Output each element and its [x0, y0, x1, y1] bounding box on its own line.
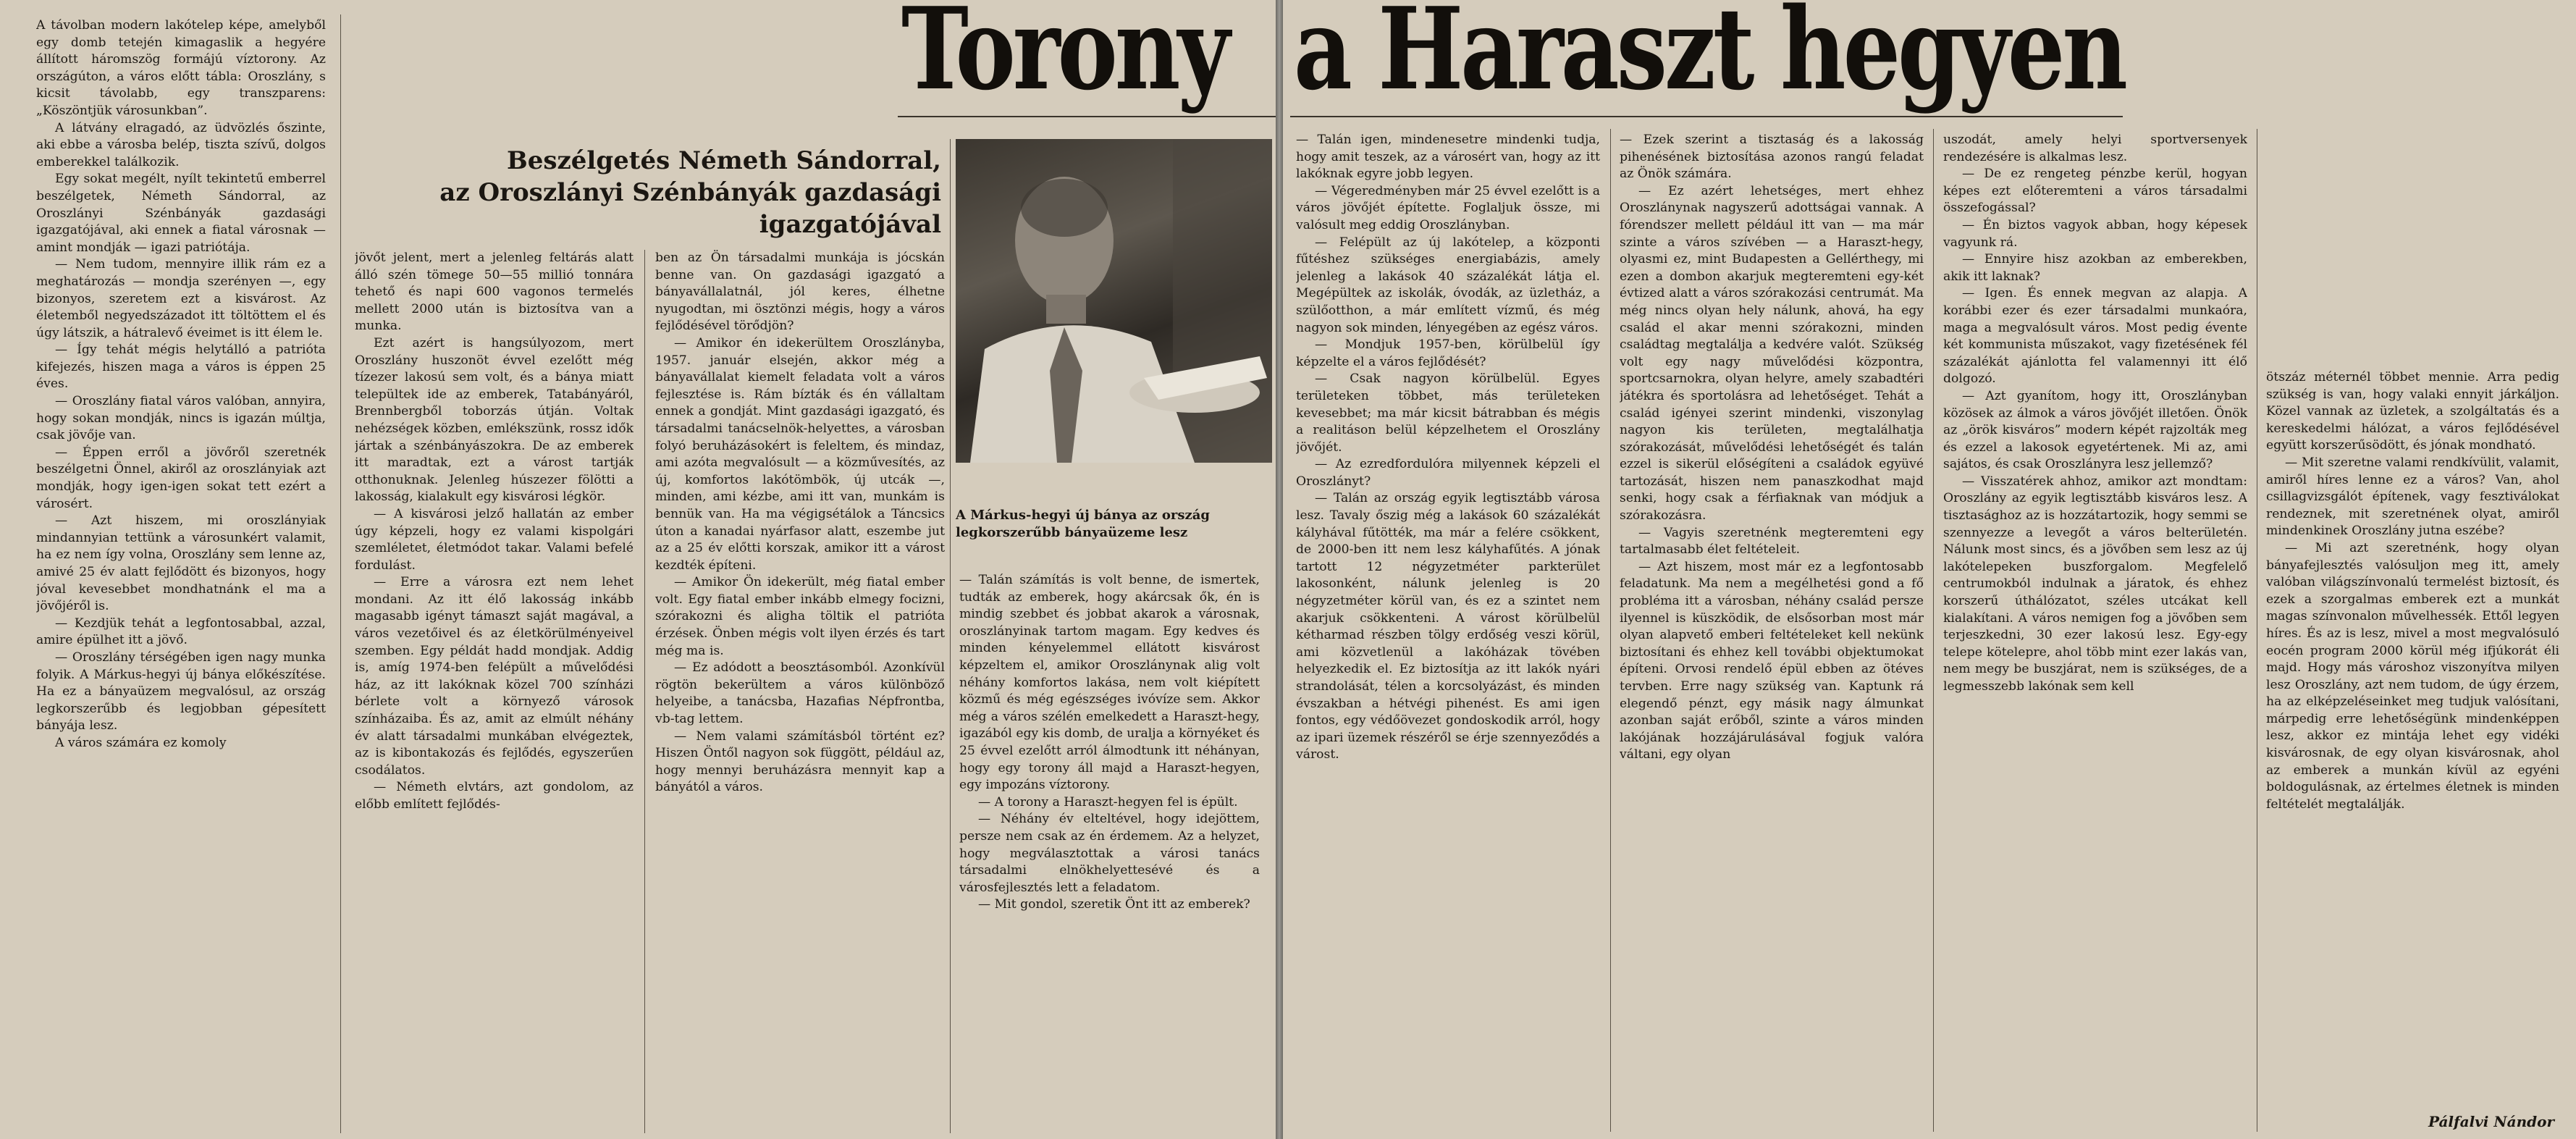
paragraph: — Oroszlány fiatal város valóban, annyira, hogy sokan mondják, nincs is igazán múltja, csak jövője van.: [36, 394, 326, 443]
paragraph: — Amikor Ön idekerült, még fiatal ember volt. Egy fiatal ember inkább elmegy focizni, szórakozni és aligha töltik el patrióta érzések. Önben mégis volt ilyen érzés és tart még ma is.: [655, 575, 945, 658]
article-column-7: [1943, 132, 2247, 1131]
paragraph: — Mondjuk 1957-ben, körülbelül így képzelte el a város fejlődését?: [1296, 337, 1600, 369]
article-column-2: [355, 250, 634, 1133]
paragraph: — Csak nagyon körülbelül. Egyes területeken többet, más területeken kevesebbet; ma már kicsit bátrabban és mégis a realitáson belül képzelhetem el Oroszlány jövőjét.: [1296, 371, 1600, 455]
portrait-photo: [956, 139, 1272, 463]
paragraph: — Azt hiszem, mi oroszlányiak mindannyian tettünk a városunkért valamit, ha ez nem így volna, Oroszlány sem lenne az, amivé 25 év alatt fejlődött és bizonyos, hogy jóval kevesebbet mondhatnánk el ma a jövőjéről is.: [36, 513, 326, 614]
paragraph: — Az ezredfordulóra milyennek képzeli el Oroszlányt?: [1296, 457, 1600, 489]
left-page: [0, 0, 1276, 1139]
paragraph: — Visszatérek ahhoz, amikor azt mondtam: Oroszlány az egyik legtisztább kisváros lesz. A tisztasághoz az is hozzátartozik, hogy semmi se szennyezze a levegőt a város belterületén. Nálunk most sincs, és a jövőben sem lesz az új lakótelepeken buszforgalom. Megfelelő centrumokból indulnak a járatok, és ehhez korszerű úthálózatot, széles utcákat kell kialakítani. A város nemigen fog a jövőben sem terjeszkedni, 30 ezer lakosú lesz. Egy-egy telepe kötelepre, ahol több mint ezer lakás van, nem megy be buszjárat, nem is szükséges, de a legmesszebb lakónak sem kell: [1943, 474, 2247, 694]
paragraph: — Ennyire hisz azokban az emberekben, akik itt laknak?: [1943, 252, 2247, 284]
paragraph: — Oroszlány térségében igen nagy munka folyik. A Márkus-hegyi új bánya előkészítése. Ha ez a bányaüzem megvalósul, az ország legkorszerűbb és legjobban gépesített bányája lesz.: [36, 650, 326, 734]
paragraph: ötszáz méternél többet mennie. Arra pedig szükség is van, hogy valaki ennyit járkáljon. Közel vannak az üzletek, a szolgáltatás és a kereskedelmi hálózat, a város fejlődésével együtt korszerűsödött, és jónak mondható.: [2266, 370, 2559, 453]
paragraph: — Ez adódott a beosztásomból. Azonkívül rögtön bekerültem a város különböző helyeibe, a tanácsba, Hazafias Népfrontba, vb-tag lettem.: [655, 660, 945, 727]
right-page: [1283, 0, 2576, 1139]
paragraph: — Azt hiszem, most már ez a legfontosabb feladatunk. Ma nem a megélhetési gond a fő probléma itt a városban, néhány család persze ilyennel is küszködik, de elsősorban most már olyan alapvető emberi feltételeket kell nekünk biztosítani és ehhez kell további objektumokat építeni. Orvosi rendelő épül ebben az ötéves tervben. Erre nagy szükség van. Kaptunk rá elegendő pénzt, egy másik nagy álmunkat azonban saját erőből, szinte a város minden lakójának hozzájárulásával fogjuk valóra váltani, egy olyan: [1620, 559, 1924, 762]
paragraph: — Kezdjük tehát a legfontosabbal, azzal, amire épülhet itt a jövő.: [36, 615, 326, 648]
paragraph: — A kisvárosi jelző hallatán az ember úgy képzeli, hogy ez valami kispolgári szemléletet, életmódot takar. Valami befelé fordulást.: [355, 506, 634, 573]
paragraph: — Azt gyanítom, hogy itt, Oroszlányban közösek az álmok a város jövőjét illetően. Önök az „örök kisváros” modern képét rajzolták meg és ezzel a lakosok egyetértenek. Mi az, ami sajátos, és csak Oroszlányra lesz jellemző?: [1943, 388, 2247, 472]
paragraph: — Ezek szerint a tisztaság és a lakosság pihenésének biztosítása azonos rangú feladat az Önök számára.: [1620, 133, 1924, 182]
paragraph: — Éppen erről a jövőről szeretnék beszélgetni Önnel, akiről az oroszlányiak azt mondják, hogy igen-igen sokat tett ezért a városért.: [36, 445, 326, 511]
headline-rule: [898, 116, 1276, 117]
paragraph: — Nem tudom, mennyire illik rám ez a meghatározás — mondja szerényen —, egy bizonyos, szeretem ezt a kisvárost. Az életemből negyedszázadot itt töltöttem el és úgy látszik, a hátralevő éveimet is itt élem le.: [36, 257, 326, 340]
article-column-4: [959, 572, 1260, 1133]
paragraph: — Ez azért lehetséges, mert ehhez Oroszlánynak nagyszerű adottságai vannak. A fórendszer mellett például itt van — ma már szinte a város szívében — a Haraszt-hegy, olyasmi ez, mint Budapesten a Gellérthegy, mi ezen a dombon akarjuk megteremteni egy-két évtized alatt a város szórakozási centrumát. Ma még nincs olyan hely nálunk, ahová, ha egy család el akar menni szórakozni, minden családtag megtalálja a kedvére valót. Szükség volt egy nagy művelődési központra, sportcsarnokra, olyan helyre, amely szabadtéri játékra és sportolásra ad lehetőséget. Tehát a család igényei szerint mindenki, viszonylag nagyon kis területen, megtalálhatja szórakozását, művelődési lehetőségét és talán ezzel is sikerül előségíteni a családok együvé tartozását, hiszen nem panaszkodhat majd senki, hogy csak a férfiaknak van módjuk a szórakozásra.: [1620, 183, 1924, 524]
paragraph: — Én biztos vagyok abban, hogy képesek vagyunk rá.: [1943, 217, 2247, 250]
paragraph: — Talán igen, mindenesetre mindenki tudja, hogy amit teszek, az a városért van, hogy az itt lakóknak egyre jobb legyen.: [1296, 133, 1600, 182]
article-column-8: [2266, 369, 2559, 1108]
headline-left: Torony: [901, 0, 1228, 115]
article-column-1: [36, 17, 326, 1132]
paragraph: — Amikor én idekerültem Oroszlányba, 1957. január elsején, akkor még a bányavállalat kiemelt feladata volt a város fejlesztése is. Rám bízták és én vállaltam ennek a gondját. Mint gazdasági igazgató, és társadalmi tanácselnök-helyettes, a városban folyó beruházásokért is feleltem, és mindaz, ami azóta megvalósult — a közművesítés, az új, komfortos lakótömbök, új utcák —, minden, ami kézbe, ami itt van, munkám is bennük van. Ha ma végigsétálok a Táncsics úton a kanadai nyárfasor alatt, eszembe jut az a 25 év előtti korszak, amikor itt a várost kezdték építeni.: [655, 335, 945, 573]
paragraph: — Végeredményben már 25 évvel ezelőtt is a város jövőjét építette. Foglaljuk össze, mi valósult meg eddig Oroszlányban.: [1296, 183, 1600, 232]
headline-right: a Haraszt hegyen: [1294, 0, 2125, 115]
paragraph: — Így tehát mégis helytálló a patrióta kifejezés, hiszen maga a város is éppen 25 éves.: [36, 342, 326, 392]
paragraph: uszodát, amely helyi sportversenyek rendezésére is alkalmas lesz.: [1943, 133, 2247, 164]
paragraph: — De ez rengeteg pénzbe kerül, hogyan képes ezt előteremteni a város társadalmi összefogással?: [1943, 167, 2247, 216]
article-column-5: [1296, 132, 1600, 1131]
paragraph: — Nem valami számításból történt ez? Hiszen Öntől nagyon sok függött, például az, hogy mennyi beruházásra mennyit kap a bányától a város.: [655, 728, 945, 795]
paragraph: — Mit szeretne valami rendkívülit, valamit, amiről híres lenne ez a város? Van, ahol csillagvizsgálót építenek, vagy fesztiválokat rendeznek, mit szeretnének olyat, amiről mindenkinek Oroszlány jutna eszébe?: [2266, 455, 2559, 539]
paragraph: — Igen. És ennek megvan az alapja. A korábbi ezer és ezer társadalmi munkaóra, maga a megvalósult város. Most pedig évente két kommunista műszakot, vagy fizetésének fél százalékát ajánlotta fel valamennyi itt élő dolgozó.: [1943, 286, 2247, 387]
photo-caption: A Márkus-hegyi új bánya az ország legkorszerűbb bányaüzeme lesz: [956, 508, 1210, 540]
author-signature: Pálfalvi Nándor: [2428, 1113, 2554, 1130]
paragraph: — Néhány év elteltével, hogy idejöttem, persze nem csak az én érdemem. Az a helyzet, hogy megválasztottak a városi tanács társadalmi elnökhelyettesévé és a városfejlesztés lett a feladatom.: [959, 812, 1260, 895]
portrait-illustration: [956, 139, 1272, 463]
paragraph: — Erre a városra ezt nem lehet mondani. Az itt élő lakosság inkább magasabb igényt támaszt saját magával, a város vezetőivel és az életkörülményeivel szemben. Egy példát hadd mondjak. Addig is, amíg 1974-ben felépült a művelődési ház, az itt lakóknak közel 700 színházi bérlete volt a környező városok színházaiba. És az, amit az elmúlt néhány év alatt társadalmi munkában elvégeztek, az is kibontakozás és fejlődés, egyszerűen csodálatos.: [355, 575, 634, 778]
column-rule: [644, 250, 645, 1133]
column-rule: [1610, 129, 1611, 1132]
paragraph: — Németh elvtárs, azt gondolom, az előbb említett fejlődés-: [355, 780, 634, 812]
column-rule: [1933, 129, 1934, 1132]
paragraph: — A torony a Haraszt-hegyen fel is épült.: [978, 794, 1238, 810]
paragraph: A távolban modern lakótelep képe, amelyből egy domb tetején kimagaslik a hegyére állított háromszög formájú víztorony. Az országúton, a város előtt tábla: Oroszlány, s kicsit távolabb, egy transzparens: „Köszöntjük városunkban”.: [36, 18, 326, 118]
paragraph: A város számára ez komoly: [55, 735, 227, 750]
headline-rule: [1290, 116, 2123, 117]
article-column-3: [655, 250, 945, 1133]
subtitle-line-1: Beszélgetés Németh Sándorral,: [506, 146, 941, 175]
paragraph: — Talán számítás is volt benne, de ismertek, tudták az emberek, hogy akárcsak ők, én is mindig szebbet és jobbat akarok a városnak, oroszlányinak tartom magam. Egy kedves és minden kényelemmel ellátott kisvárost képzeltem el, amikor Oroszlánynak alig volt néhány komfortos lakása, nem volt kiépített közmű és még egészséges ivóvíze sem. Akkor még a város szélén emelkedett a Haraszt-hegy, igazából egy kis domb, de uralja a környéket és 25 évvel ezelőtt arról álmodtunk itt néhányan, hogy egy torony áll majd a Haraszt-hegyen, egy impozáns víztorony.: [959, 573, 1260, 793]
subtitle-line-2: az Oroszlányi Szénbányák gazdasági igazgatójával: [439, 178, 941, 239]
paragraph: jövőt jelent, mert a jelenleg feltárás alatt álló szén tömege 50—55 millió tonnára tehető és napi 600 vagonos termelés mellett 2000 után is biztosítva van a munka.: [355, 251, 634, 334]
paragraph: — Felépült az új lakótelep, a központi fűtéshez szükséges energiabázis, amely jelenleg a lakások 40 százalékát látja el. Megépültek az iskolák, óvodák, az üzletház, a szülőotthon, a már említett vízmű, és még nagyon sok minden, lényegében az egész város.: [1296, 235, 1600, 335]
subtitle: [376, 145, 941, 240]
page-gutter: [1276, 0, 1283, 1139]
article-column-6: [1620, 132, 1924, 1131]
paragraph: — Mi azt szeretnénk, hogy olyan bányafejlesztés valósuljon meg itt, amely valóban világszínvonalú termelést biztosít, és ezek a szorgalmas emberek ezt a munkát magas színvonalon művelhessék. Ettől legyen híres. És az is lesz, mivel a most megvalósuló eocén program 2000 körül még ifjúkorát éli majd. Hogy más városhoz viszonyítva milyen lesz Oroszlány, azt nem tudom, de úgy érzem, ha az elképzeléseinket meg tudjuk valósítani, márpedig erre lehetőségünk mindenképpen lesz, akkor ez mintája lehet egy vidéki kisvárosnak, de egy olyan kisvárosnak, ahol az emberek a munkán kívül az egyéni boldogulásnak, az értelmes életnek is minden feltételét megtalálják.: [2266, 540, 2559, 812]
paragraph: — Talán az ország egyik legtisztább városa lesz. Tavaly őszig még a lakások 60 százalékát kályhával fűtötték, ma már a felére csökkent, de 2000-ben itt nem lesz kályhafűtés. A jónak tartott 12 négyzetméter parkterület lakosonként, nálunk jelenleg is 20 négyzetméter körül van, és ez a szintet nem akarjuk csökkenteni. A várost körülbelül kétharmad részben tölgy erdőség veszi körül, ami közvetlenül a lakóházak tövében helyezkedik el. Ez biztosítja az itt lakók nyári strandolását, télen a korcsolyázást, és minden évszakban a hétvégi pihenést. Es ami igen fontos, egy védőövezet gondoskodik arról, hogy az ipari üzemek részéről se érje szennyeződés a várost.: [1296, 491, 1600, 762]
paragraph: Ezt azért is hangsúlyozom, mert Oroszlány huszonöt évvel ezelőtt még tízezer lakosú sem volt, és a bánya miatt települtek ide az emberek, Tatabányáról, Brennbergből toborzás útján. Voltak nehézségek közben, emlékszünk, rossz idők jártak a szénbányászokra. De az emberek itt maradtak, ezt a várost tartják otthonuknak. Jelenleg húszezer fölötti a lakosság, kialakult egy kisvárosi légkör.: [355, 335, 634, 505]
paragraph: ben az Ön társadalmi munkája is jócskán benne van. On gazdasági igazgató a bányavállalatnál, jól keres, élhetne nyugodtan, mi ösztönzi mégis, hogy a város fejlődésével törődjön?: [655, 251, 945, 334]
paragraph: Egy sokat megélt, nyílt tekintetű emberrel beszélgetek, Németh Sándorral, az Oroszlányi Szénbányák gazdasági igazgatójával, aki ennek a fiatal városnak — amint mondják — igazi patriótája.: [36, 172, 326, 255]
paragraph: A látvány elragadó, az üdvözlés őszinte, aki ebbe a városba belép, tiszta szívű, dolgos emberekkel találkozik.: [36, 120, 326, 169]
paragraph: — Vagyis szeretnénk megteremteni egy tartalmasabb élet feltételeit.: [1620, 525, 1924, 558]
column-rule: [950, 139, 951, 1133]
paragraph: — Mit gondol, szeretik Önt itt az emberek?: [978, 897, 1250, 912]
column-rule: [340, 14, 341, 1133]
